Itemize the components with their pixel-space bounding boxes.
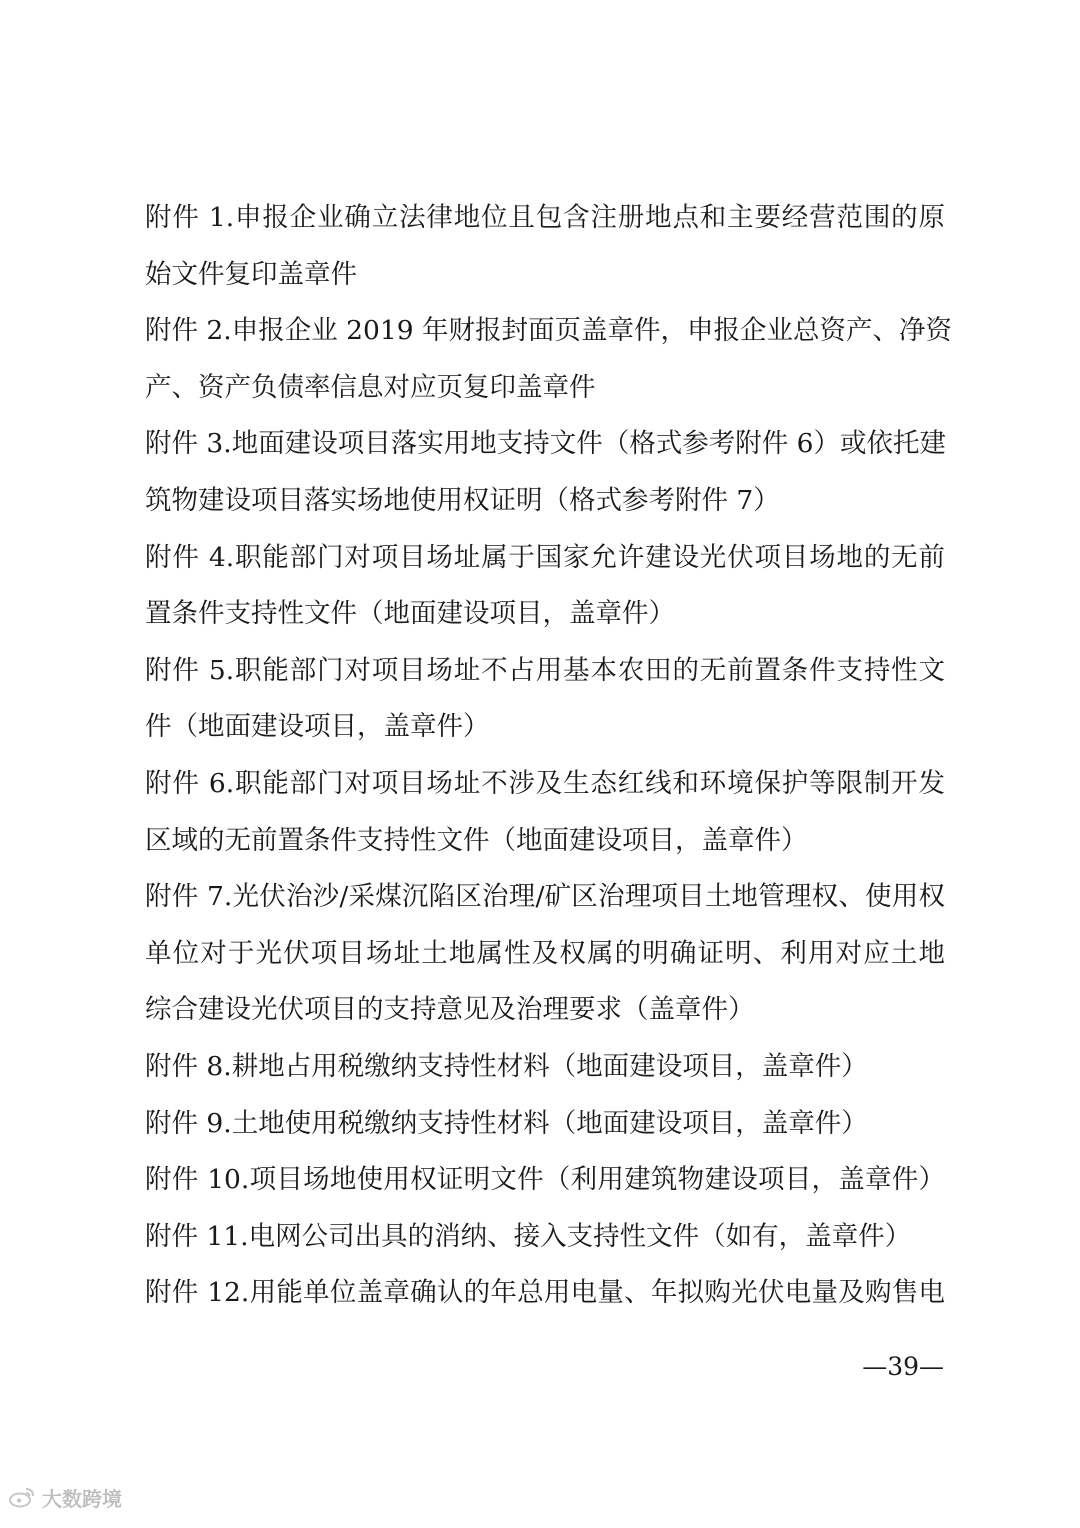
attachment-line: 附件 4.职能部门对项目场址属于国家允许建设光伏项目场地的无前 [145, 541, 945, 573]
attachment-line: 附件 8.耕地占用税缴纳支持性材料（地面建设项目，盖章件） [145, 1050, 868, 1082]
attachment-item-7 [145, 869, 945, 1039]
attachment-item-8 [145, 1039, 945, 1096]
attachment-line: 件（地面建设项目，盖章件） [145, 711, 490, 743]
attachment-line: 始文件复印盖章件 [145, 258, 357, 290]
attachment-item-5 [145, 643, 945, 756]
attachment-line: 产、资产负债率信息对应页复印盖章件 [145, 371, 596, 403]
attachment-line: 附件 1.申报企业确立法律地位且包含注册地点和主要经营范围的原 [145, 202, 945, 233]
attachment-line: 附件 11.电网公司出具的消纳、接入支持性文件（如有，盖章件） [145, 1220, 912, 1252]
attachment-line: 附件 3.地面建设项目落实用地支持文件（格式参考附件 6）或依托建 [145, 428, 946, 460]
page-number: —39— [862, 1352, 944, 1381]
watermark-text: 大数跨境 [42, 1486, 122, 1511]
attachment-line: 附件 7.光伏治沙/采煤沉陷区治理/矿区治理项目土地管理权、使用权 [145, 881, 945, 913]
attachment-line: 附件 6.职能部门对项目场址不涉及生态红线和环境保护等限制开发 [145, 767, 945, 799]
attachment-line: 单位对于光伏项目场址土地属性及权属的明确证明、利用对应土地 [145, 937, 945, 969]
attachment-item-2 [145, 303, 952, 416]
attachment-line: 综合建设光伏项目的支持意见及治理要求（盖章件） [145, 994, 755, 1026]
attachment-line: 筑物建设项目落实场地使用权证明（格式参考附件 7） [145, 484, 780, 516]
attachment-item-12 [145, 1265, 945, 1322]
attachment-item-4 [145, 530, 945, 643]
attachment-item-1 [145, 190, 945, 303]
attachment-line: 附件 10.项目场地使用权证明文件（利用建筑物建设项目，盖章件） [145, 1164, 945, 1196]
attachment-item-11 [145, 1209, 945, 1266]
attachment-list [145, 190, 952, 1322]
watermark [8, 1482, 122, 1512]
attachment-item-9 [145, 1096, 945, 1153]
attachment-line: 附件 9.土地使用税缴纳支持性材料（地面建设项目，盖章件） [145, 1107, 868, 1139]
attachment-line: 置条件支持性文件（地面建设项目，盖章件） [145, 598, 675, 630]
attachment-line: 区域的无前置条件支持性文件（地面建设项目，盖章件） [145, 824, 808, 856]
attachment-item-10 [145, 1152, 945, 1209]
attachment-line: 附件 5.职能部门对项目场址不占用基本农田的无前置条件支持性文 [145, 654, 945, 686]
weibo-icon [8, 1486, 36, 1508]
attachment-item-6 [145, 756, 945, 869]
attachment-line: 附件 12.用能单位盖章确认的年总用电量、年拟购光伏电量及购售电 [145, 1277, 945, 1309]
attachment-item-3 [145, 416, 945, 529]
attachment-line: 附件 2.申报企业 2019 年财报封面页盖章件，申报企业总资产、净资 [145, 315, 952, 347]
